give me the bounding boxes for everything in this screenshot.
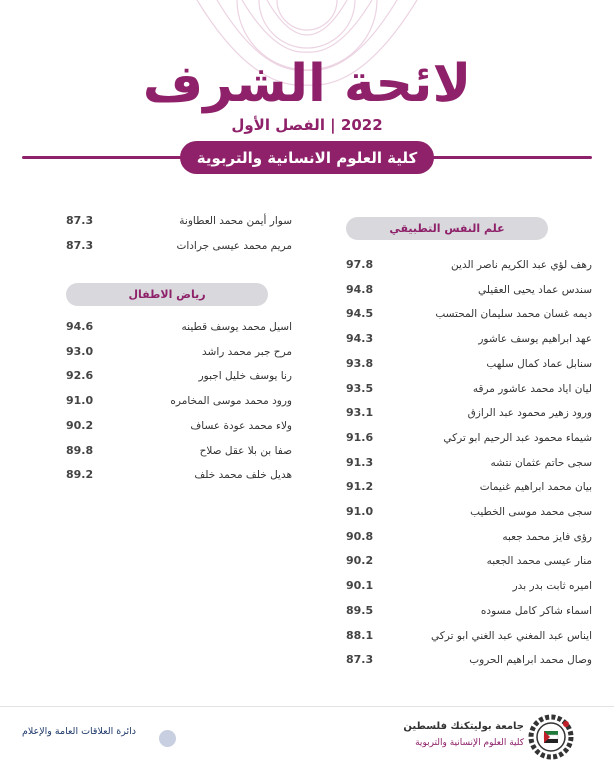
student-score: 97.8 <box>346 258 374 271</box>
university-logo-icon <box>528 714 574 760</box>
student-name: رؤى فايز محمد جعبه <box>502 530 592 543</box>
list-item <box>346 330 592 348</box>
student-name: ليان اياد محمد عاشور مرقه <box>472 382 592 395</box>
student-score: 93.1 <box>346 406 374 420</box>
student-score: 89.2 <box>66 468 94 482</box>
student-score: 94.8 <box>346 282 374 296</box>
list-item <box>66 367 292 385</box>
list-item <box>346 429 592 447</box>
student-score: 94.5 <box>346 307 374 321</box>
list-item <box>66 466 292 484</box>
student-score: 91.6 <box>346 430 374 444</box>
student-name: مرح جبر محمد راشد <box>202 345 292 358</box>
section-header-kindergarten: رياض الاطفال <box>66 283 268 306</box>
list-item <box>66 417 292 435</box>
student-name: بيان محمد ابراهيم غنيمات <box>479 481 592 494</box>
student-score: 90.1 <box>346 579 374 593</box>
page-title: لائحة الشرف <box>142 54 472 114</box>
student-name: ولاء محمد عودة عساف <box>190 419 292 432</box>
student-name: هديل خلف محمد خلف <box>194 469 292 482</box>
student-score: 91.2 <box>346 480 374 494</box>
list-item <box>346 256 592 274</box>
student-name: وصال محمد ابراهيم الحروب <box>469 654 592 667</box>
section-header-psychology: علم النفس التطبيقي <box>346 217 548 240</box>
list-item <box>346 404 592 422</box>
student-name: سندس عماد يحيى العقيلي <box>477 283 592 296</box>
student-name: مريم محمد عيسى جرادات <box>176 239 292 252</box>
student-name: رهف لؤي عبد الكريم ناصر الدين <box>451 259 592 271</box>
student-name: اسماء شاكر كامل مسوده <box>480 604 592 617</box>
student-score: 87.3 <box>346 653 374 667</box>
student-name: ورود زهير محمود عبد الرازق <box>467 407 592 420</box>
student-score: 89.8 <box>66 443 94 457</box>
student-score: 91.0 <box>346 505 374 518</box>
list-item <box>66 237 292 255</box>
list-item <box>346 651 592 669</box>
student-score: 94.6 <box>66 320 94 333</box>
list-item <box>346 355 592 373</box>
student-score: 87.3 <box>66 214 94 227</box>
student-name: ديمه غسان محمد سليمان المحتسب <box>435 308 592 321</box>
student-score: 91.0 <box>66 394 94 408</box>
student-score: 90.8 <box>346 529 374 543</box>
student-score: 94.3 <box>346 332 374 346</box>
student-score: 89.5 <box>346 603 374 617</box>
student-name: ورود محمد موسى المخامره <box>170 395 292 408</box>
student-score: 93.8 <box>346 356 374 370</box>
student-score: 91.3 <box>346 455 374 469</box>
list-item <box>66 442 292 460</box>
list-item <box>346 552 592 570</box>
semester-subtitle: 2022 | الفصل الأول <box>231 116 383 134</box>
list-item <box>346 627 592 645</box>
student-name: ايناس عبد المغني عبد الغني ابو تركي <box>431 629 592 642</box>
list-item <box>346 577 592 595</box>
student-score: 88.1 <box>346 628 374 642</box>
department-name: دائرة العلاقات العامة والإعلام <box>22 726 137 737</box>
college-banner: كلية العلوم الانسانية والتربوية <box>180 141 434 174</box>
student-name: سنابل عماد كمال سلهب <box>486 357 592 370</box>
list-item <box>66 343 292 361</box>
list-item <box>66 392 292 410</box>
student-name: صفا بن بلا عقل صلاح <box>199 444 292 457</box>
list-item <box>346 602 592 620</box>
list-item <box>346 478 592 496</box>
student-name: اسيل محمد يوسف قطينه <box>181 321 292 333</box>
list-item <box>346 281 592 299</box>
list-item <box>346 454 592 472</box>
divider-left <box>22 156 182 159</box>
list-item <box>346 380 592 398</box>
student-score: 90.2 <box>66 418 94 432</box>
student-name: سجى محمد موسى الخطيب <box>470 506 592 518</box>
student-name: سجى حاتم عثمان نتشه <box>490 456 592 469</box>
student-score: 92.6 <box>66 369 94 383</box>
student-name: اميره ثابت بدر بدر <box>512 580 592 593</box>
footer-divider <box>0 706 614 707</box>
divider-right <box>432 156 592 159</box>
student-name: منار عيسى محمد الجعبه <box>486 555 592 568</box>
list-item <box>346 503 592 521</box>
list-item <box>66 212 292 230</box>
student-name: سوار أيمن محمد العطاونة <box>179 215 292 227</box>
list-item <box>346 528 592 546</box>
student-score: 93.0 <box>66 344 94 358</box>
list-item <box>346 305 592 323</box>
student-score: 87.3 <box>66 238 94 252</box>
decorative-dot <box>159 730 176 747</box>
student-name: رنا يوسف خليل اجبور <box>198 370 292 383</box>
student-name: عهد ابراهيم يوسف عاشور <box>478 333 592 346</box>
student-score: 90.2 <box>346 554 374 568</box>
footer-college-name: كلية العلوم الإنسانية والتربوية <box>415 738 524 748</box>
student-score: 93.5 <box>346 381 374 395</box>
list-item <box>66 318 292 336</box>
student-name: شيماء محمود عبد الرحيم ابو تركي <box>443 431 592 444</box>
university-name: جامعة بوليتكنك فلسطين <box>403 721 524 732</box>
